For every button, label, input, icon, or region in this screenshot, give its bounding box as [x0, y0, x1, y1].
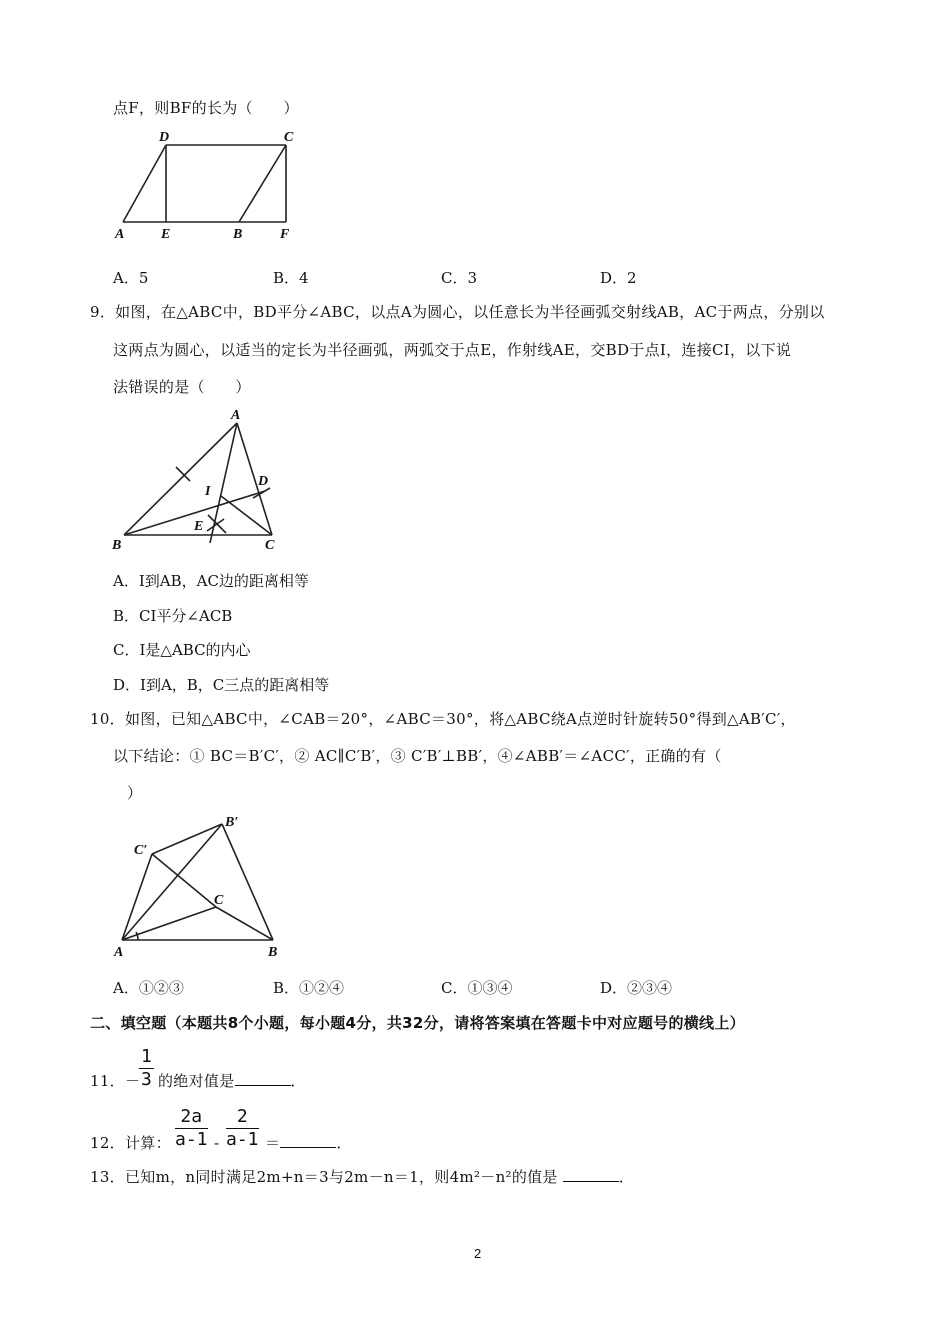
q11-suffix-line: [158, 1071, 306, 1091]
q10-option-a: A．①②③: [113, 979, 184, 997]
q10-line-bpb: [222, 824, 273, 940]
q10-line-1: 10．如图，已知△ABC中，∠CAB＝20°，∠ABC＝30°，将△ABC绕A点逆时针旋转50°得到△AB′C′，: [90, 710, 796, 728]
q9-label-d: D: [258, 474, 269, 489]
q10-option-d: D．②③④: [600, 979, 673, 997]
q10-line-cpc: [152, 854, 216, 907]
q12-frac2-den: a-1: [226, 1129, 259, 1150]
q12-tail: [265, 1133, 352, 1153]
q9-label-b: B: [112, 538, 122, 553]
q9-option-c: C．I是△ABC的内心: [113, 641, 251, 659]
q10-label-cprime: C′: [134, 843, 148, 858]
q8-figure-parallelogram: [110, 125, 300, 245]
q12-fraction-2: [226, 1106, 259, 1151]
q9-arc-mark-ac: [253, 488, 270, 498]
q12-frac2-num: 2: [226, 1106, 259, 1129]
q10-label-c: C: [214, 893, 224, 908]
q9-line-1: 9．如图，在△ABC中，BD平分∠ABC，以点A为圆心，以任意长为半径画弧交射线AB，AC于两点，分别以: [90, 303, 825, 321]
q10-label-b: B: [268, 945, 278, 960]
q10-line-cpbp: [152, 824, 222, 854]
q8-label-d: D: [159, 130, 170, 145]
section2-heading: 二、填空题（本题共8个小题，每小题4分，共32分，请将答案填在答题卡中对应题号的横线上）: [90, 1014, 745, 1032]
q9-label-i: I: [205, 484, 211, 499]
q8-option-a: A．5: [113, 269, 149, 287]
q9-option-a: A．I到AB，AC边的距离相等: [113, 572, 309, 590]
q12-fraction-1: [175, 1106, 208, 1151]
q12-end: ．: [336, 1134, 352, 1152]
q10-line-2: 以下结论：① BC＝B′C′，② AC∥C′B′，③ C′B′⊥BB′，④∠ABB′＝∠ACC′，正确的有（: [113, 747, 722, 765]
q9-ray-ae: [210, 423, 237, 543]
q8-option-c: C．3: [441, 269, 478, 287]
q8-label-b: B: [233, 227, 243, 242]
q8-line-cb: [239, 145, 286, 222]
q12-answer-blank[interactable]: [280, 1133, 336, 1148]
q11-end: ．: [290, 1072, 306, 1090]
q12-frac1-den: a-1: [175, 1129, 208, 1150]
q11-fraction: [139, 1046, 154, 1091]
q8-label-c: C: [284, 130, 294, 145]
q12-frac1-num: 2a: [175, 1106, 208, 1129]
q11-answer-blank[interactable]: [235, 1071, 291, 1086]
q8-label-a: A: [115, 227, 125, 242]
q9-label-a: A: [231, 408, 241, 423]
q12-eq: ＝: [265, 1134, 281, 1152]
q10-figure-rotation: [110, 810, 290, 960]
q9-line-3: 法错误的是（ ）: [113, 378, 251, 396]
q10-label-bprime: B′: [225, 815, 239, 830]
q9-option-d: D．I到A，B，C三点的距离相等: [113, 676, 330, 694]
q13-answer-blank[interactable]: [563, 1167, 619, 1182]
q10-line-cb: [216, 907, 273, 940]
q11-suffix: 的绝对值是: [158, 1072, 235, 1090]
q9-line-ci: [221, 496, 272, 535]
page-number: 2: [474, 1246, 482, 1261]
q9-label-e: E: [194, 519, 204, 534]
q8-label-e: E: [161, 227, 171, 242]
q10-line-acp: [122, 854, 152, 940]
q11-frac-num: 1: [141, 1046, 152, 1067]
q8-stem-tail: 点F，则BF的长为（ ）: [113, 99, 299, 117]
q10-option-b: B．①②④: [273, 979, 345, 997]
q11-frac-den: 3: [141, 1069, 152, 1090]
q12-prefix: 12．计算：: [90, 1134, 171, 1152]
q13-text: 13．已知m，n同时满足2m+n＝3与2m－n＝1，则4m²－n²的值是: [90, 1168, 558, 1186]
q12-minus: -: [214, 1134, 220, 1152]
q13-end: ．: [618, 1168, 635, 1186]
q11-prefix: 11．－: [90, 1072, 141, 1090]
q8-option-b: B．4: [273, 269, 309, 287]
q8-line-ad: [123, 145, 166, 222]
q8-label-f: F: [280, 227, 290, 242]
q9-option-b: B．CI平分∠ACB: [113, 607, 233, 625]
q9-figure-triangle: [110, 403, 290, 553]
q9-label-c: C: [265, 538, 275, 553]
q10-option-c: C．①③④: [441, 979, 513, 997]
q10-angle-mark: [136, 932, 138, 940]
q8-option-d: D．2: [600, 269, 637, 287]
q10-label-a: A: [114, 945, 124, 960]
q10-line-3: ）: [127, 784, 143, 802]
q9-arc-mark-ab: [176, 467, 190, 481]
q9-line-2: 这两点为圆心，以适当的定长为半径画弧，两弧交于点E，作射线AE，交BD于点I，连接CI，以下说: [113, 341, 792, 359]
q13-line: [90, 1167, 634, 1187]
